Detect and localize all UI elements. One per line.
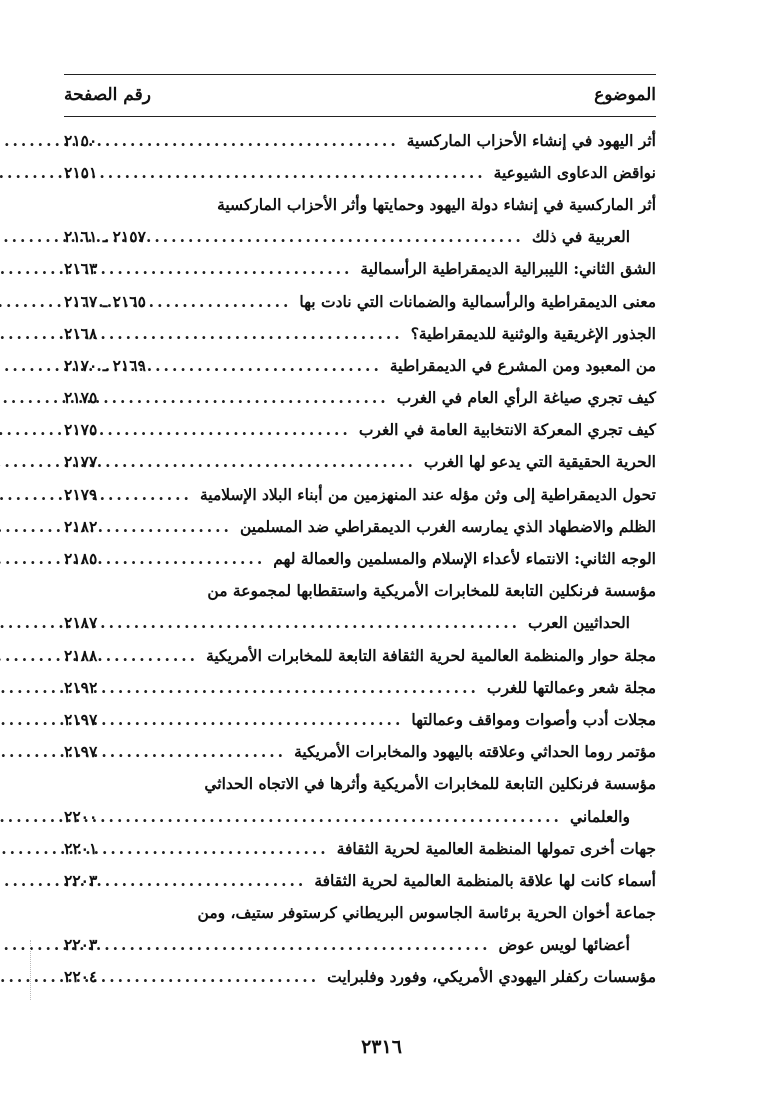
dot-leader bbox=[154, 292, 291, 311]
toc-entry-line bbox=[64, 382, 656, 414]
dot-leader bbox=[132, 967, 319, 986]
toc-page-number: ٢١٩٧ bbox=[64, 742, 98, 762]
toc-entry bbox=[64, 575, 656, 639]
toc-page-number: ٢١٧٥ bbox=[64, 420, 98, 440]
toc-page-number: ٢١٨٥ bbox=[64, 549, 98, 569]
toc-entry bbox=[64, 736, 656, 768]
toc-entry-title: من المعبود ومن المشرع في الديمقراطية bbox=[389, 355, 656, 375]
toc-entry bbox=[64, 478, 656, 510]
toc-entry-line bbox=[64, 703, 656, 735]
toc-entry-line bbox=[64, 671, 656, 703]
toc-entry-line bbox=[64, 188, 656, 220]
dot-leader bbox=[132, 742, 286, 761]
toc-entry-title: مؤسسة فرنكلين التابعة للمخابرات الأمريكية وأثرها في الاتجاه الحداثي bbox=[204, 774, 656, 794]
header-top-rule bbox=[64, 74, 656, 75]
dot-leader bbox=[154, 356, 382, 375]
dot-leader bbox=[132, 388, 389, 407]
page-number: ٢٣١٦ bbox=[361, 1036, 402, 1058]
dot-leader bbox=[132, 324, 403, 343]
toc-entry bbox=[64, 188, 656, 252]
dot-leader bbox=[132, 452, 416, 471]
dot-leader bbox=[132, 678, 479, 697]
toc-entry-continuation bbox=[64, 607, 656, 639]
dot-leader bbox=[132, 420, 351, 439]
toc-entry bbox=[64, 124, 656, 156]
toc-entry bbox=[64, 253, 656, 285]
toc-entry-line bbox=[64, 414, 656, 446]
toc-entry-title: مؤتمر روما الحداثي وعلاقته باليهود والمخابرات الأمريكية bbox=[294, 742, 656, 762]
toc-page-number: ٢١٦٨ bbox=[64, 323, 98, 343]
toc-entry-title: كيف تجري صياغة الرأي العام في الغرب bbox=[396, 388, 656, 408]
toc-entry bbox=[64, 156, 656, 188]
toc-page-number: ٢٢٠٠ bbox=[64, 806, 98, 826]
toc-page-number: ٢١٥٠ bbox=[64, 130, 98, 150]
toc-entry-line bbox=[64, 542, 656, 574]
toc-entry bbox=[64, 414, 656, 446]
dot-leader bbox=[132, 710, 403, 729]
toc-entry-title: أسماء كانت لها علاقة بالمنظمة العالمية لحرية الثقافة bbox=[314, 870, 656, 890]
toc-entry-title: مجلات أدب وأصوات ومواقف وعمالتها bbox=[411, 709, 656, 729]
dot-leader bbox=[132, 517, 232, 536]
toc-entry-title: تحول الديمقراطية إلى وثن مؤله عند المنهزمين من أبناء البلاد الإسلامية bbox=[199, 484, 656, 504]
dot-leader bbox=[154, 227, 524, 246]
toc-page-number: ٢١٨٨ bbox=[64, 645, 98, 665]
dot-leader bbox=[132, 807, 562, 826]
toc-entry-title: مؤسسات ركفلر اليهودي الأمريكي، وفورد وفلبرايت bbox=[327, 967, 656, 987]
toc-entry-title: مجلة حوار والمنظمة العالمية لحرية الثقافة التابعة للمخابرات الأمريكية bbox=[206, 645, 656, 665]
toc-entry-title: أثر اليهود في إنشاء الأحزاب الماركسية bbox=[406, 130, 656, 150]
toc-entry-line bbox=[64, 736, 656, 768]
dot-leader bbox=[132, 259, 352, 278]
toc-entry-continuation bbox=[64, 929, 656, 961]
page-column-label: رقم الصفحة bbox=[64, 85, 151, 105]
toc-page-number: ٢١٩٢ bbox=[64, 677, 98, 697]
toc-entry bbox=[64, 864, 656, 896]
toc-entry bbox=[64, 349, 656, 381]
toc-entry-line bbox=[64, 349, 656, 381]
dot-leader bbox=[132, 163, 486, 182]
toc-entry bbox=[64, 446, 656, 478]
dot-leader bbox=[132, 646, 198, 665]
toc-page-number: ٢٢٠٣ bbox=[64, 935, 98, 955]
subject-column-label: الموضوع bbox=[594, 85, 656, 105]
toc-entry-line bbox=[64, 478, 656, 510]
toc-entry bbox=[64, 961, 656, 993]
toc-entry-line bbox=[64, 317, 656, 349]
toc-entry-line bbox=[64, 961, 656, 993]
dot-leader bbox=[132, 935, 491, 954]
toc-entry bbox=[64, 285, 656, 317]
header-bottom-rule bbox=[64, 116, 656, 117]
toc-page-number: ٢١٥١ bbox=[64, 162, 98, 182]
toc-entry-line bbox=[64, 285, 656, 317]
table-of-contents bbox=[64, 124, 656, 993]
toc-page-number: ٢٢٠١ bbox=[64, 838, 98, 858]
toc-entry bbox=[64, 639, 656, 671]
toc-entry bbox=[64, 510, 656, 542]
dot-leader bbox=[132, 613, 520, 632]
toc-entry-line bbox=[64, 156, 656, 188]
toc-page-number: ٢١٨٧ bbox=[64, 613, 98, 633]
toc-page-number: ٢١٦٣ bbox=[64, 259, 98, 279]
toc-entry-title: مؤسسة فرنكلين التابعة للمخابرات الأمريكية واستقطابها لمجموعة من bbox=[207, 581, 656, 601]
toc-entry-title: كيف تجري المعركة الانتخابية العامة في الغرب bbox=[358, 420, 656, 440]
toc-entry-title: الحداثيين العرب bbox=[528, 613, 630, 633]
toc-entry-line bbox=[64, 510, 656, 542]
toc-entry-title: والعلماني bbox=[569, 806, 630, 826]
toc-entry-line bbox=[64, 124, 656, 156]
toc-page-number: ٢١٩٧ bbox=[64, 709, 98, 729]
toc-entry bbox=[64, 542, 656, 574]
toc-entry-line bbox=[64, 446, 656, 478]
toc-entry bbox=[64, 832, 656, 864]
toc-entry-title: أثر الماركسية في إنشاء دولة اليهود وحمايتها وأثر الأحزاب الماركسية bbox=[217, 194, 656, 214]
toc-page-number: ٢١٧٧ bbox=[64, 452, 98, 472]
toc-page-number: ٢١٧٥ bbox=[64, 388, 98, 408]
toc-page-number: ٢١٧٩ bbox=[64, 484, 98, 504]
toc-entry-title: أعضائها لويس عوض bbox=[498, 935, 630, 955]
toc-entry-title: الظلم والاضطهاد الذي يمارسه الغرب الديمقراطي ضد المسلمين bbox=[239, 516, 656, 536]
toc-page-number: ٢١٨٢ bbox=[64, 516, 98, 536]
toc-entry-title: مجلة شعر وعمالتها للغرب bbox=[486, 677, 656, 697]
toc-entry-line bbox=[64, 897, 656, 929]
toc-entry-continuation bbox=[64, 221, 656, 253]
toc-entry-continuation bbox=[64, 800, 656, 832]
toc-entry bbox=[64, 382, 656, 414]
toc-entry bbox=[64, 703, 656, 735]
toc-entry-title: جماعة أخوان الحرية برئاسة الجاسوس البريطاني كرستوفر ستيف، ومن bbox=[197, 903, 656, 923]
dot-leader bbox=[132, 839, 329, 858]
toc-entry bbox=[64, 317, 656, 349]
dot-leader bbox=[132, 131, 399, 150]
toc-entry-title: نواقض الدعاوى الشيوعية bbox=[493, 162, 656, 182]
toc-page-number: ٢١٦٥ ـ ٢١٦٧ bbox=[64, 291, 146, 311]
toc-entry-line bbox=[64, 575, 656, 607]
toc-entry-line bbox=[64, 768, 656, 800]
dot-leader bbox=[132, 485, 192, 504]
toc-page-number: ٢٢٠٤ bbox=[64, 967, 98, 987]
toc-page-number: ٢٢٠٣ bbox=[64, 870, 98, 890]
toc-entry-title: معنى الديمقراطية والرأسمالية والضمانات التي نادت بها bbox=[299, 291, 656, 311]
toc-header bbox=[64, 78, 656, 112]
dot-leader bbox=[132, 871, 306, 890]
toc-page-number: ٢١٥٧ ـ ٢١٦١ bbox=[64, 227, 146, 247]
toc-entry-line bbox=[64, 253, 656, 285]
toc-entry-title: الجذور الإغريقية والوثنية للديمقراطية؟ bbox=[410, 323, 656, 343]
toc-page-number: ٢١٦٩ ـ ٢١٧٠ bbox=[64, 355, 146, 375]
toc-entry-line bbox=[64, 864, 656, 896]
toc-entry-title: جهات أخرى تمولها المنظمة العالمية لحرية الثقافة bbox=[336, 838, 656, 858]
toc-entry bbox=[64, 671, 656, 703]
toc-entry-title: الحرية الحقيقية التي يدعو لها الغرب bbox=[423, 452, 656, 472]
toc-entry bbox=[64, 768, 656, 832]
toc-entry-title: الشق الثاني: الليبرالية الديمقراطية الرأسمالية bbox=[360, 259, 656, 279]
dot-leader bbox=[132, 549, 265, 568]
toc-entry bbox=[64, 897, 656, 961]
toc-entry-title: الوجه الثاني: الانتماء لأعداء الإسلام والمسلمين والعمالة لهم bbox=[273, 549, 656, 569]
toc-entry-line bbox=[64, 832, 656, 864]
toc-entry-title: العربية في ذلك bbox=[531, 227, 630, 247]
margin-mark bbox=[30, 940, 31, 1000]
toc-entry-line bbox=[64, 639, 656, 671]
